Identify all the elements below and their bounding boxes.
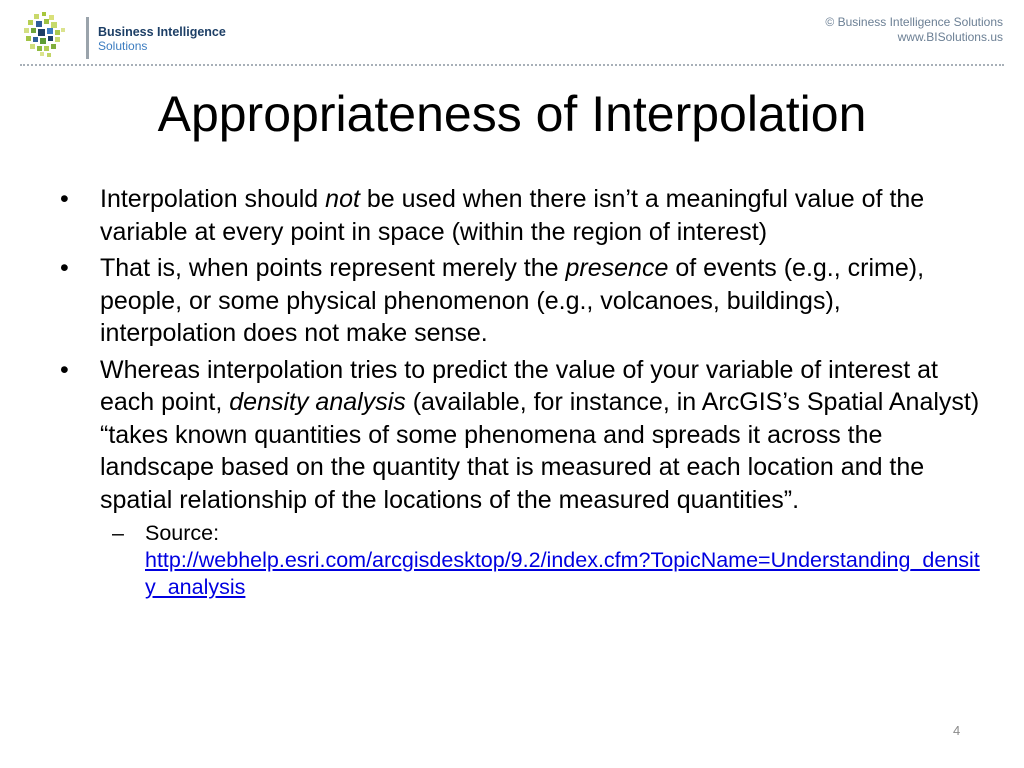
logo-subtitle: Solutions — [98, 39, 148, 53]
bullet-item — [60, 252, 980, 350]
sub-bullet-marker: – — [112, 521, 124, 545]
logo-divider — [86, 17, 89, 59]
bullet-text: of events (e.g., crime), people, or some physical phenomenon (e.g., volcanoes, buildings), interpolation does not make sense. — [100, 254, 925, 347]
website-text: www.BISolutions.us — [897, 30, 1003, 44]
bullet-text: Whereas interpolation tries to predict the value of your variable of interest at each point, — [100, 355, 938, 416]
bullet-text: Interpolation should — [100, 185, 326, 213]
bullet-item — [60, 354, 980, 517]
header-copyright — [825, 15, 1003, 45]
bullet-emphasis: presence — [565, 254, 669, 282]
bullet-text: (available, for instance, in ArcGIS’s Spatial Analyst) “takes known quantities of some phenomena and spreads it across the landscape based on the quantity that is measured at each location and the spatial relationship of the locations of the measured quantities”. — [100, 388, 980, 514]
source-sub-bullet — [60, 520, 980, 601]
globe-mosaic-icon — [20, 10, 68, 58]
bullet-marker: • — [60, 355, 69, 384]
bullet-text: be used when there isn’t a meaningful value of the variable at every point in space (within the region of interest) — [100, 185, 925, 246]
source-label: Source: — [145, 521, 220, 545]
bullet-item — [60, 183, 980, 248]
slide-content — [60, 183, 980, 601]
bullet-marker: • — [60, 254, 69, 282]
bullet-marker: • — [60, 185, 69, 213]
company-logo — [20, 10, 240, 58]
bullet-text: That is, when points represent merely the — [100, 254, 566, 282]
page-number: 4 — [953, 723, 961, 738]
bullet-emphasis: not — [325, 185, 360, 213]
logo-title: Business Intelligence — [98, 25, 226, 39]
copyright-text: © Business Intelligence Solutions — [825, 15, 1003, 29]
slide-title: Appropriateness of Interpolation — [157, 86, 867, 142]
source-link[interactable]: http://webhelp.esri.com/arcgisdesktop/9.2/index.cfm?TopicName=Understanding_density_analysis — [145, 548, 980, 599]
header-divider — [20, 64, 1004, 66]
bullet-emphasis: density analysis — [229, 388, 406, 416]
